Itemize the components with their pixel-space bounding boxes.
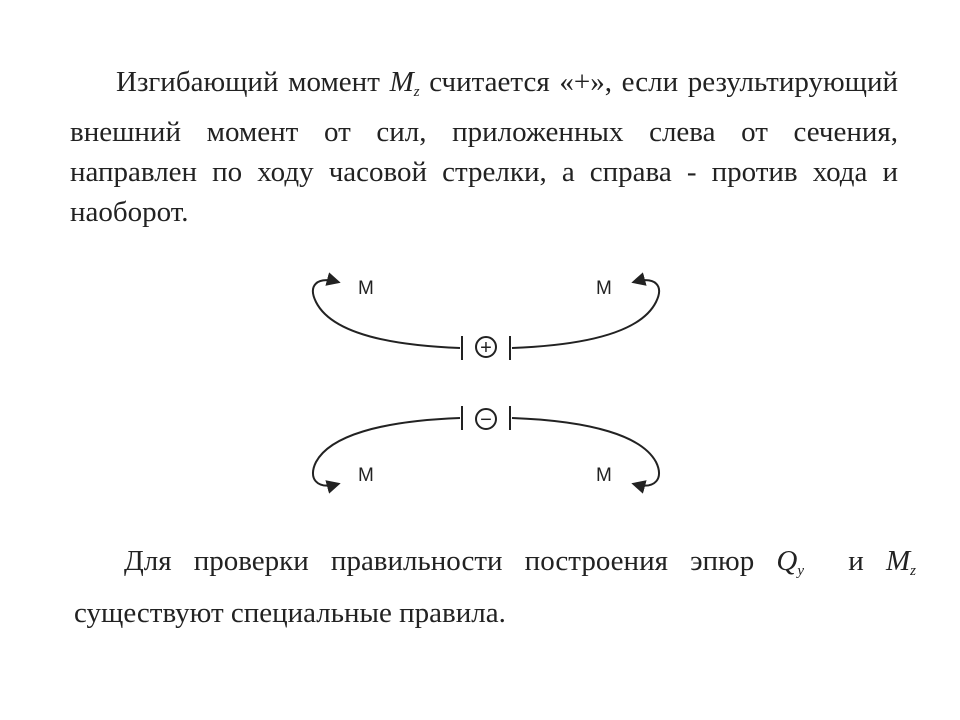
- check-text-start: Для проверки правильности построения эпюр: [124, 545, 777, 577]
- moment-label-bottom-right: M: [596, 465, 612, 486]
- positive-sign: +: [480, 337, 492, 359]
- moment-label-top-right: M: [596, 278, 612, 299]
- negative-left-moment-arrow: [313, 418, 460, 486]
- negative-sign: −: [480, 409, 492, 431]
- bending-moment-symbol: $M_z$: [885, 545, 916, 579]
- moment-symbol: $M_z$: [389, 66, 420, 100]
- rule-text-end: считается «+», если результирующий внешний момент от сил, приложенных слева от сечения, направлен по ходу часовой стрелки, а справа - против хода и наоборот.: [70, 66, 898, 228]
- positive-right-moment-arrow: [512, 280, 659, 348]
- diagram-check-paragraph: [74, 540, 916, 634]
- negative-right-moment-arrow: [512, 418, 659, 486]
- moment-label-top-left: M: [358, 278, 374, 299]
- moment-label-bottom-left: M: [358, 465, 374, 486]
- positive-left-moment-arrow: [313, 280, 460, 348]
- check-text-end: существуют специальные правила.: [74, 597, 506, 629]
- shear-force-symbol: $Q_y$: [776, 545, 804, 579]
- rule-text-start: Изгибающий момент: [116, 66, 390, 98]
- check-text-middle: и: [803, 545, 886, 577]
